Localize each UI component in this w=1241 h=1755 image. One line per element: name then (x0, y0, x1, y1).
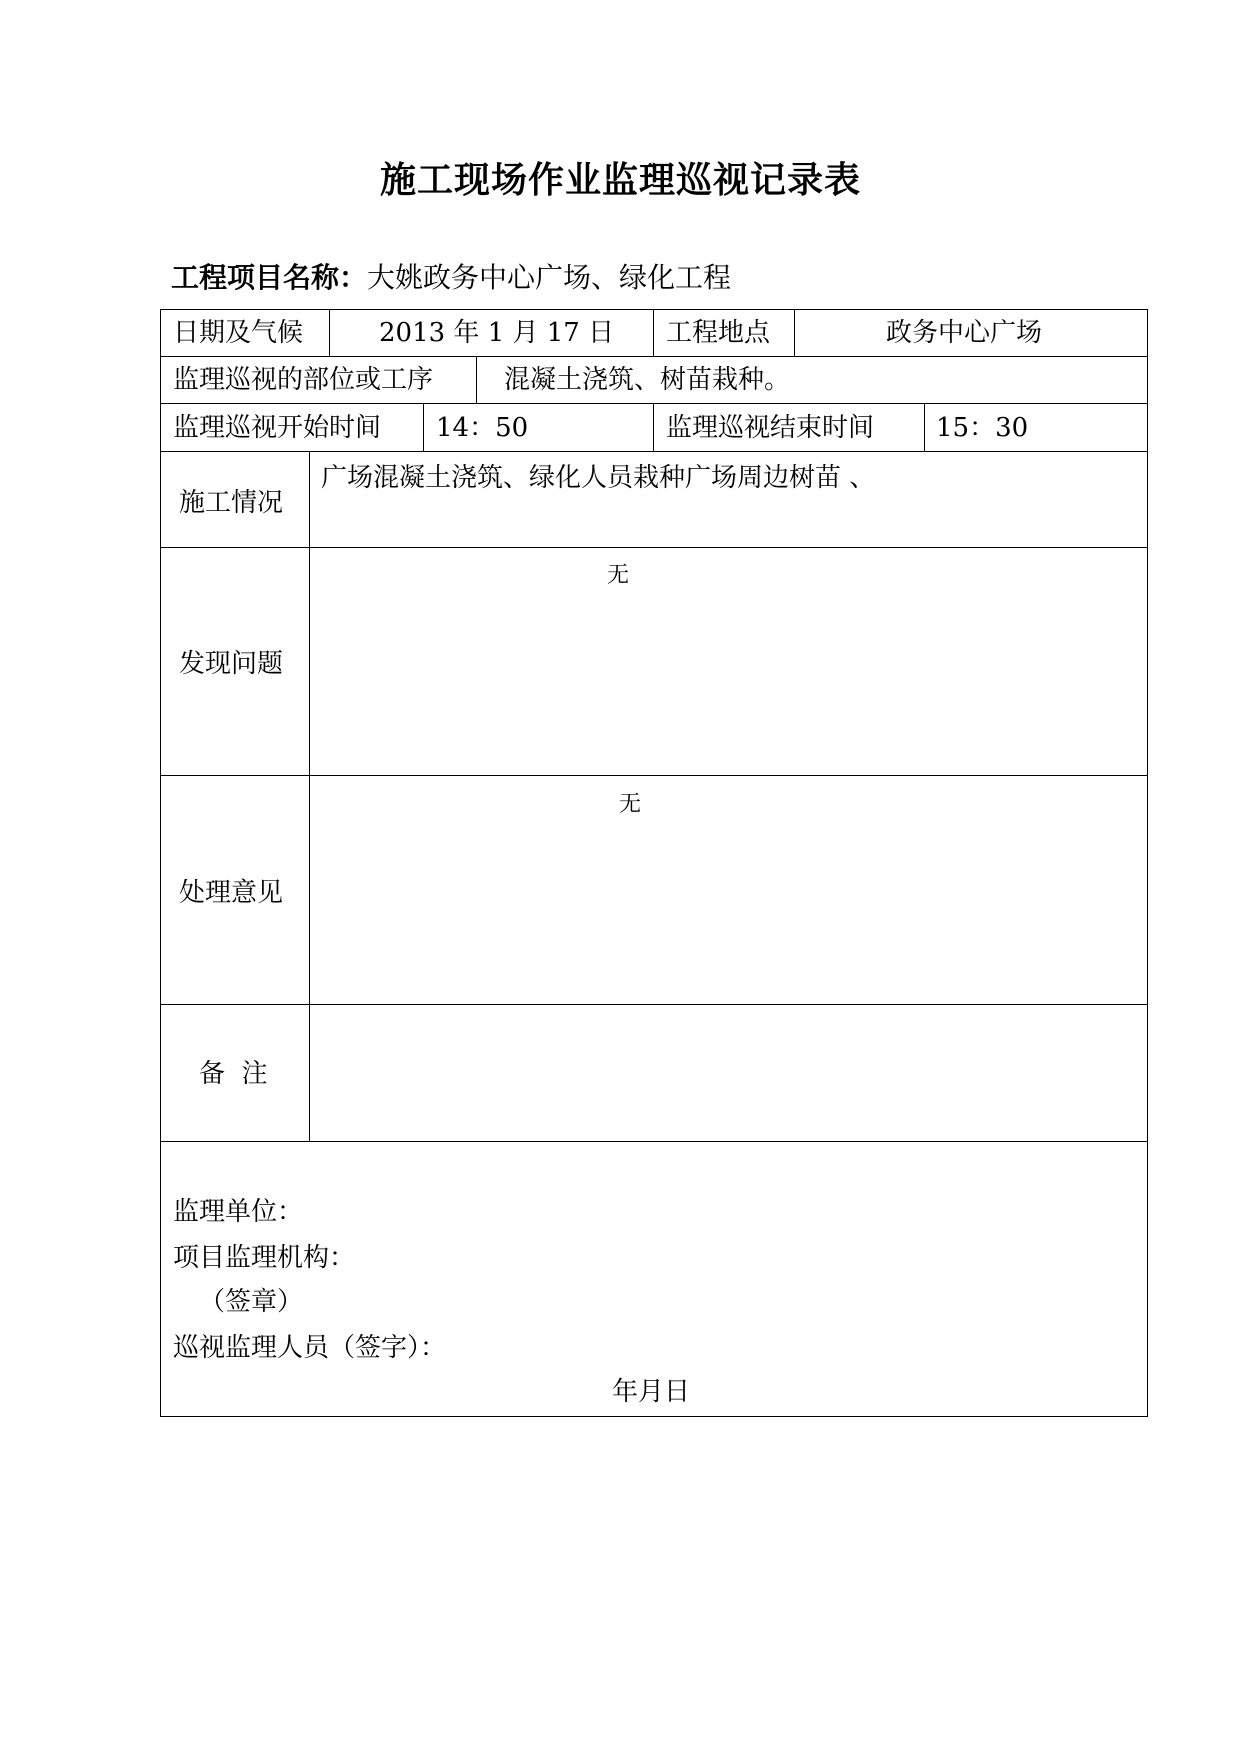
inspection-part-value: 混凝土浇筑、树苗栽种。 (504, 365, 791, 395)
col-divider (794, 310, 795, 356)
col-divider (329, 310, 330, 356)
col-divider (423, 403, 424, 451)
col-divider (653, 403, 654, 451)
page-title: 施工现场作业监理巡视记录表 (379, 160, 861, 201)
construction-value: 广场混凝土浇筑、绿化人员栽种广场周边树苗 、 (321, 463, 876, 493)
project-name-label: 工程项目名称： (171, 261, 368, 294)
inspector-signature-label: 巡视监理人员（签字）： (173, 1333, 447, 1363)
end-time-label: 监理巡视结束时间 (666, 413, 875, 443)
problems-label: 发现问题 (179, 649, 284, 679)
start-time-value: 14：50 (436, 413, 529, 443)
row-divider (161, 356, 1147, 357)
problems-value: 无 (607, 563, 630, 588)
col-divider (476, 356, 477, 403)
construction-label: 施工情况 (179, 488, 284, 518)
supervision-unit-label: 监理单位： (173, 1197, 304, 1227)
col-divider (924, 403, 925, 451)
project-name-value: 大姚政务中心广场、绿化工程 (367, 261, 732, 294)
start-time-label: 监理巡视开始时间 (173, 413, 382, 443)
location-label: 工程地点 (666, 318, 771, 348)
record-table (160, 309, 1148, 1417)
supervision-org-label: 项目监理机构： (173, 1243, 356, 1273)
row-divider (161, 403, 1147, 404)
location-value: 政务中心广场 (886, 318, 1043, 348)
opinion-label: 处理意见 (179, 878, 284, 908)
col-divider (653, 310, 654, 356)
end-time-value: 15：30 (936, 413, 1029, 443)
date-label: 日期及气候 (173, 318, 304, 348)
inspection-part-label: 监理巡视的部位或工序 (173, 365, 434, 395)
remarks-label: 备 注 (199, 1059, 268, 1089)
row-divider (161, 1141, 1147, 1142)
seal-label: （签章） (199, 1287, 304, 1317)
date-value: 2013 年 1 月 17 日 (379, 318, 615, 348)
col-divider (309, 451, 310, 1141)
project-name (171, 256, 731, 296)
opinion-value: 无 (619, 792, 642, 817)
signature-date-label: 年月日 (612, 1377, 691, 1407)
